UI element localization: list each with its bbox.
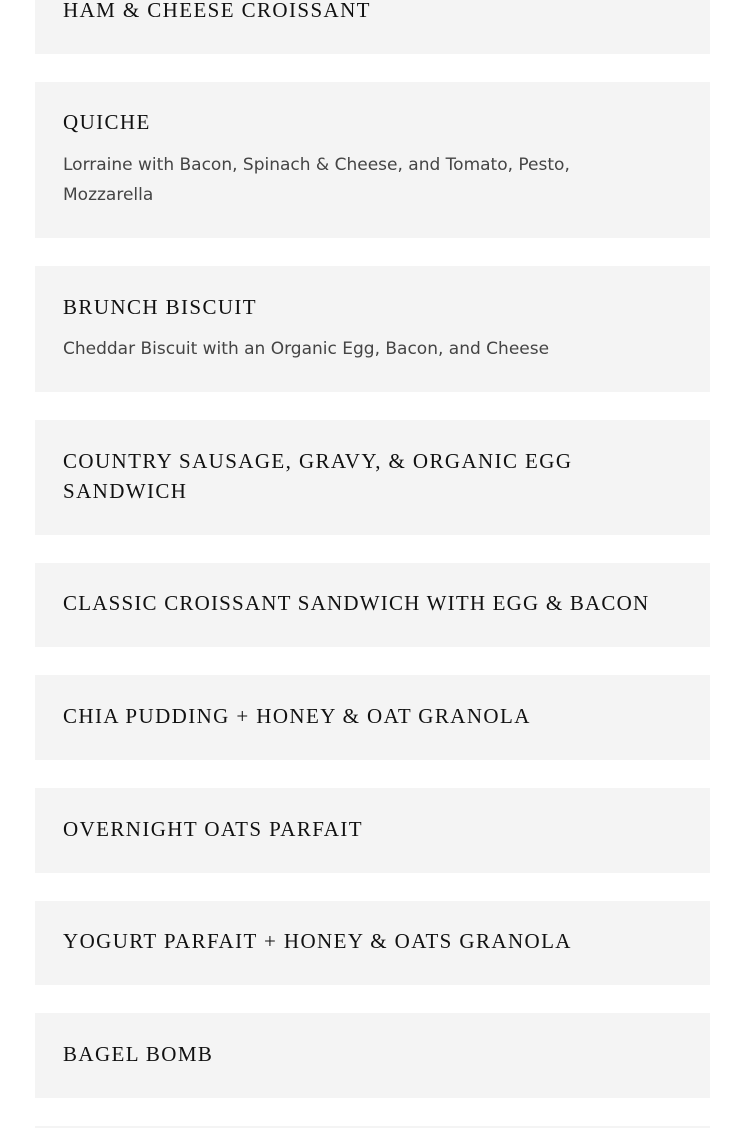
menu-item-title: CLASSIC CROISSANT SANDWICH WITH EGG & BACON [63,591,650,615]
menu-item-yogurt-parfait [35,901,710,985]
menu-list [35,0,710,1128]
menu-item-title: COUNTRY SAUSAGE, GRAVY, & ORGANIC EGG SANDWICH [63,449,573,503]
menu-item-country-sausage-sandwich [35,420,710,535]
menu-item-classic-croissant-sandwich [35,563,710,647]
menu-item-title: BAGEL BOMB [63,1042,214,1066]
menu-item-title: OVERNIGHT OATS PARFAIT [63,817,363,841]
menu-item-description: Cheddar Biscuit with an Organic Egg, Bacon, and Cheese [63,339,550,359]
menu-item-description: Lorraine with Bacon, Spinach & Cheese, and Tomato, Pesto, Mozzarella [63,155,570,205]
menu-item-title: CHIA PUDDING + HONEY & OAT GRANOLA [63,704,531,728]
menu-item-title: HAM & CHEESE CROISSANT [63,0,371,22]
menu-item-title: BRUNCH BISCUIT [63,295,258,319]
menu-item-chia-pudding [35,675,710,760]
menu-item-ham-cheese-croissant [35,0,710,54]
menu-item-quiche [35,82,710,238]
menu-item-bagel-bomb [35,1013,710,1098]
menu-item-brunch-biscuit [35,266,710,392]
menu-item-title: QUICHE [63,110,151,134]
menu-item-title: YOGURT PARFAIT + HONEY & OATS GRANOLA [63,929,572,953]
menu-item-overnight-oats-parfait [35,788,710,873]
